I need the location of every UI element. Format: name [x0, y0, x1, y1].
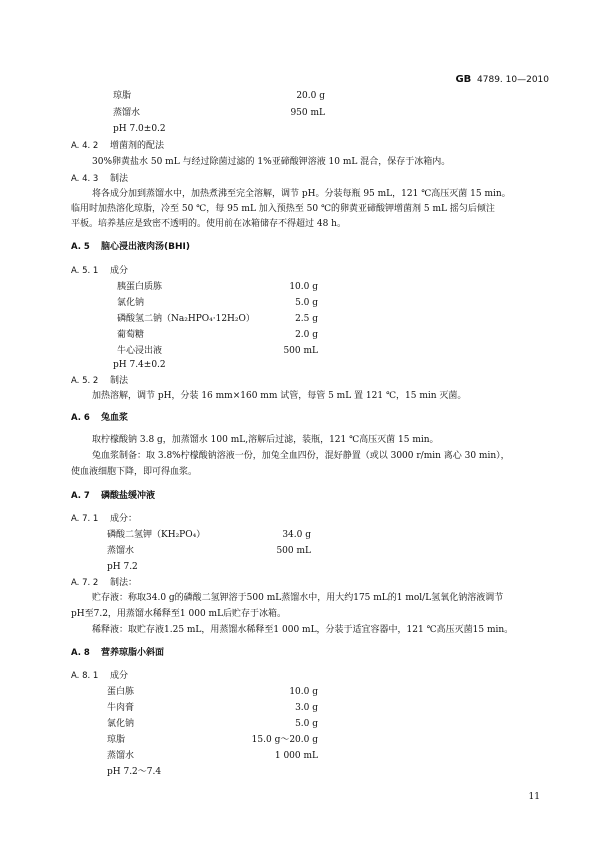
ingredient-name: 蛋白胨	[107, 687, 135, 697]
ph-value: pH 7.0±0.2	[113, 124, 166, 134]
section-title: 制法：	[110, 578, 138, 588]
section-title: 营养琼脂小斜面	[101, 648, 165, 658]
section-title: 脑心浸出液肉汤(BHI)	[101, 242, 190, 252]
ingredient-amount: 950 mL	[290, 108, 325, 118]
section-number: A. 7. 2	[71, 578, 99, 588]
ingredient-name: 蒸馏水	[107, 546, 135, 556]
standard-number: 4789. 10—2010	[477, 75, 549, 85]
section-number: A. 8	[71, 648, 90, 658]
ingredient-amount: 3.0 g	[295, 703, 318, 713]
ingredient-amount: 500 mL	[283, 346, 318, 356]
ingredient-name: 牛肉膏	[107, 703, 135, 713]
ph-value: pH 7.2～7.4	[107, 767, 162, 777]
section-number: A. 6	[71, 413, 90, 423]
section-title: 磷酸盐缓冲液	[101, 491, 156, 501]
page-number: 11	[528, 792, 540, 802]
standard-prefix: GB	[455, 74, 472, 85]
ingredient-amount: 500 mL	[276, 546, 311, 556]
section-number: A. 7	[71, 491, 90, 501]
section-title: 成分	[110, 671, 129, 681]
ingredient-name: 蒸馏水	[107, 751, 135, 761]
section-title: 增菌剂的配法	[110, 141, 165, 151]
ingredient-name: 胰蛋白质胨	[117, 282, 163, 292]
ingredient-name: 磷酸二氢钾（KH₂PO₄）	[107, 530, 206, 540]
ingredient-name: 葡萄糖	[117, 330, 145, 340]
section-number: A. 4. 2	[71, 141, 99, 151]
paragraph-line: 平板。培养基应是致密不透明的。使用前在冰箱储存不得超过 48 h。	[71, 219, 346, 229]
ingredient-amount: 1 000 mL	[274, 751, 318, 761]
ingredient-amount: 20.0 g	[296, 91, 325, 101]
ingredient-amount: 34.0 g	[282, 530, 311, 540]
paragraph-line: pH至7.2，用蒸馏水稀释至1 000 mL后贮存于冰箱。	[71, 609, 287, 619]
ingredient-name: 氯化钠	[107, 719, 135, 729]
ingredient-amount: 10.0 g	[289, 687, 318, 697]
ingredient-amount: 5.0 g	[295, 719, 318, 729]
paragraph-line: 使血液细胞下降，即可得血浆。	[71, 467, 198, 477]
section-number: A. 5	[71, 242, 90, 252]
paragraph-line: 临用时加热溶化琼脂，冷至 50 ℃，每 95 mL 加入预热至 50 ℃的卵黄亚碲酸钾增菌剂 5 mL 摇匀后倾注	[71, 204, 495, 214]
section-title: 成分	[110, 266, 129, 276]
section-number: A. 8. 1	[71, 671, 99, 681]
standard-header	[455, 73, 549, 87]
section-number: A. 5. 2	[71, 376, 99, 386]
section-title: 兔血浆	[101, 413, 129, 423]
paragraph-line: 30%卵黄盐水 50 mL 与经过除菌过滤的 1%亚碲酸钾溶液 10 mL 混合，保存于冰箱内。	[92, 157, 451, 167]
ingredient-name: 琼脂	[113, 91, 132, 101]
ph-value: pH 7.4±0.2	[113, 360, 166, 370]
paragraph-line: 加热溶解，调节 pH，分装 16 mm×160 mm 试管，每管 5 mL 置 121 ℃，15 min 灭菌。	[92, 391, 467, 401]
section-title: 成分：	[110, 514, 138, 524]
ingredient-amount: 2.5 g	[295, 314, 318, 324]
ingredient-name: 牛心浸出液	[117, 346, 163, 356]
section-title: 制法	[110, 174, 129, 184]
section-number: A. 4. 3	[71, 174, 99, 184]
ingredient-name: 琼脂	[107, 735, 126, 745]
ingredient-amount: 2.0 g	[295, 330, 318, 340]
paragraph-line: 兔血浆制备：取 3.8%柠檬酸钠溶液一份，加兔全血四份，混好静置（或以 3000 r/min 离心 30 min），	[92, 451, 510, 461]
ingredient-name: 蒸馏水	[113, 108, 141, 118]
ingredient-name: 氯化钠	[117, 298, 145, 308]
ph-value: pH 7.2	[107, 562, 138, 572]
paragraph-line: 将各成分加到蒸馏水中，加热煮沸至完全溶解，调节 pH。分装每瓶 95 mL，121 ℃高压灭菌 15 min。	[92, 189, 511, 199]
paragraph-line: 取柠檬酸钠 3.8 g，加蒸馏水 100 mL,溶解后过滤，装瓶，121 ℃高压灭菌 15 min。	[92, 435, 439, 445]
section-title: 制法	[110, 376, 129, 386]
ingredient-amount: 15.0 g～20.0 g	[251, 735, 318, 745]
section-number: A. 7. 1	[71, 514, 99, 524]
section-number: A. 5. 1	[71, 266, 99, 276]
paragraph-line: 稀释液：取贮存液1.25 mL，用蒸馏水稀释至1 000 mL，分装于适宜容器中，121 ℃高压灭菌15 min。	[92, 625, 514, 635]
ingredient-name: 磷酸氢二钠（Na₂HPO₄·12H₂O）	[117, 314, 255, 324]
ingredient-amount: 5.0 g	[295, 298, 318, 308]
ingredient-amount: 10.0 g	[289, 282, 318, 292]
paragraph-line: 贮存液：称取34.0 g的磷酸二氢钾溶于500 mL蒸馏水中，用大约175 mL的1 mol/L氢氧化钠溶液调节	[92, 593, 504, 603]
